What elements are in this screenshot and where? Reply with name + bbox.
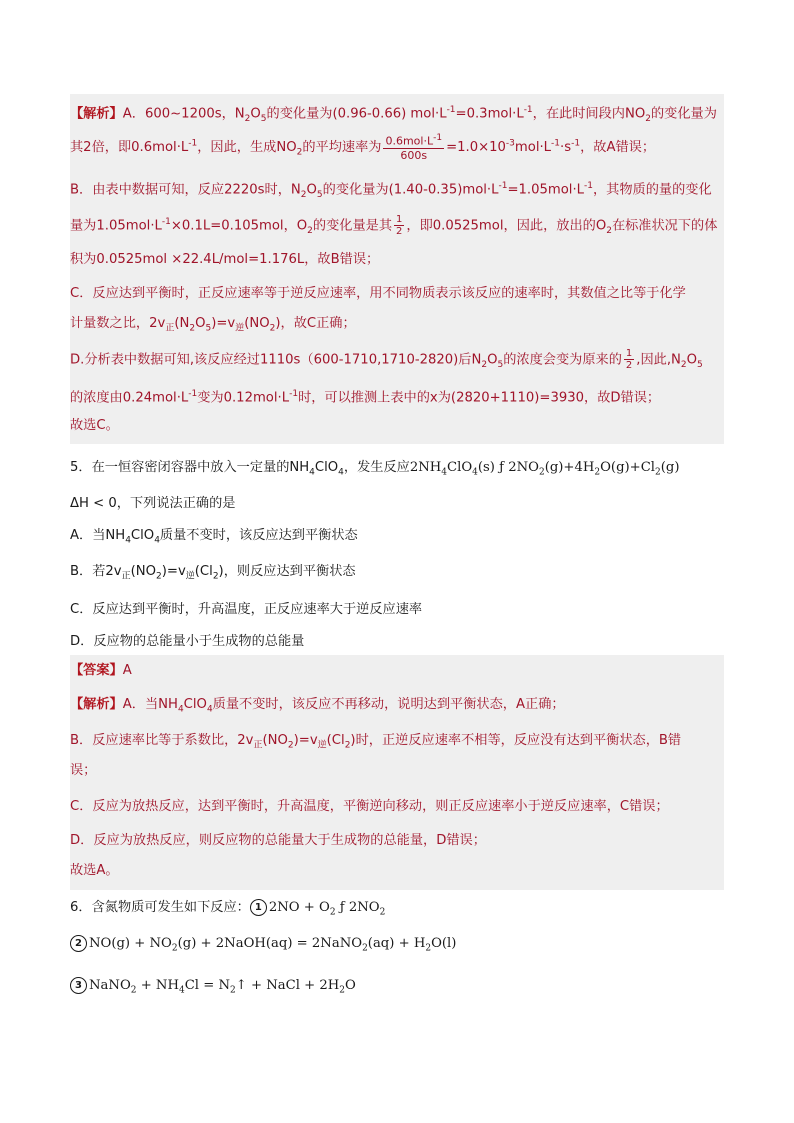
question-5-stem-2: ΔH < 0，下列说法正确的是 bbox=[70, 496, 236, 511]
analysis-tag: 【解析】 bbox=[70, 106, 123, 122]
analysis-line: 误； bbox=[70, 763, 97, 778]
circled-number-2: 2 bbox=[70, 935, 87, 952]
question-6-stem: 6．含氮物质可发生如下反应： 1 $2NO + O_2$ ƒ $2NO_2$ bbox=[70, 900, 386, 918]
analysis-line: D．反应为放热反应，则反应物的总能量大于生成物的总能量，D错误； bbox=[70, 833, 486, 848]
analysis-line: D.分析表中数据可知,该反应经过1110s（600-1710,1710-2820)后$N_2O_5$的浓度会变为原来的 $\frac{1}{2}$ ,因此$,N_2O_5$ bbox=[70, 348, 703, 371]
analysis-line: 的浓度由$0.24mol\cdot L^{-1}$变为$0.12mol\cdot L^{-1}$时，可以推测上表中的x为(2820+1110)=3930，故D错误； bbox=[70, 389, 661, 406]
answer-tag: 【答案】 bbox=[70, 663, 123, 678]
answer-value: A bbox=[122, 663, 132, 678]
analysis-line: 故选C。 bbox=[70, 418, 119, 433]
circled-number-1: 1 bbox=[250, 899, 267, 916]
analysis-line: 其2倍，即$0.6mol\cdot L^{-1}$，因此，生成$NO_2$的平均速率为 $\frac{0.6mol\cdot L^{-1}}{600s}$ $=1.0\times 10^{-3}mol\cdot L^{-1}\cdot s^{-1}$，故A错误； bbox=[70, 133, 656, 162]
analysis-line: 积为0.0525mol ×22.4L/mol=1.176L，故B错误； bbox=[70, 252, 380, 267]
option-c: C．反应达到平衡时，升高温度，正反应速率大于逆反应速率 bbox=[70, 602, 423, 617]
analysis-block-q4 bbox=[70, 94, 724, 444]
analysis-line: 【解析】A．600~1200s，$N_2O_5$的变化量为(0.96-0.66) $mol\cdot L^{-1}=0.3mol\cdot L^{-1}$，在此时间段内$NO_2$的变化量为 bbox=[70, 105, 717, 125]
half-fraction: $\frac{1}{2}$ bbox=[625, 348, 633, 371]
option-d: D．反应物的总能量小于生成物的总能量 bbox=[70, 634, 305, 649]
reaction-1: $2NO + O_2$ ƒ $2NO_2$ bbox=[268, 900, 386, 918]
analysis-line: 故选A。 bbox=[70, 863, 119, 878]
analysis-line: C．反应达到平衡时，正反应速率等于逆反应速率，用不同物质表示该反应的速率时，其数值之比等于化学 bbox=[70, 286, 686, 301]
reaction-equation: $2NH_4ClO_4(s)$ ƒ $2NO_2(g)+4H_2O(g)+Cl_2(g)$ bbox=[409, 460, 680, 478]
analysis-line: B．反应速率比等于系数比，$2v_正(NO_2)=v_逆(Cl_2)$时，正逆反应速率不相等，反应没有达到平衡状态，B错 bbox=[70, 733, 682, 751]
analysis-line: 计量数之比，$2v_正(N_2O_5)=v_逆(NO_2)$，故C正确； bbox=[70, 316, 356, 334]
analysis-line: 【解析】A．当$NH_4ClO_4$质量不变时，该反应不再移动，说明达到平衡状态，A正确； bbox=[70, 697, 565, 715]
question-6-reaction-2: 2 $NO(g) + NO_2(g)$ + 2NaOH(aq) = 2NaNO$_2$(aq) + $H_2O(l)$ bbox=[70, 934, 456, 959]
option-b: B．若$2v_正(NO_2)=v_逆(Cl_2)$，则反应达到平衡状态 bbox=[70, 564, 356, 582]
question-5-stem: 5．在一恒容密闭容器中放入一定量的$NH_4ClO_4$，发生反应$2NH_4ClO_4(s)$ ƒ $2NO_2(g)+4H_2O(g)+Cl_2(g)$ bbox=[70, 460, 680, 478]
rate-fraction: $\frac{0.6mol\cdot L^{-1}}{600s}$ bbox=[385, 133, 443, 162]
answer-line bbox=[70, 661, 132, 681]
half-fraction: $\frac{1}{2}$ bbox=[396, 213, 403, 237]
analysis-line: B．由表中数据可知，反应2220s时，$N_2O_5$的变化量为$(1.40-0.35)mol\cdot L^{-1}=1.05mol\cdot L^{-1}$，其物质的量的变化 bbox=[70, 181, 712, 201]
analysis-tag: 【解析】 bbox=[70, 697, 123, 712]
analysis-line: C．反应为放热反应，达到平衡时，升高温度，平衡逆向移动，则正反应速率小于逆反应速率，C错误； bbox=[70, 799, 669, 814]
option-a: A．当$NH_4ClO_4$质量不变时，该反应达到平衡状态 bbox=[70, 528, 358, 546]
answer-block-q5 bbox=[70, 655, 724, 890]
circled-number-3: 3 bbox=[70, 977, 87, 994]
question-6-reaction-3: 3 NaNO$_2$ + $NH_4Cl$ = $N_2↑$ + NaCl + $2H_2O$ bbox=[70, 976, 356, 1001]
analysis-line: 量为$1.05mol\cdot L^{-1}\times 0.1L=0.105mol$，$O_2$的变化量是其 $\frac{1}{2}$ ，即0.0525mol，因此，放出的$O_2$在标准状况下的体 bbox=[70, 213, 718, 237]
